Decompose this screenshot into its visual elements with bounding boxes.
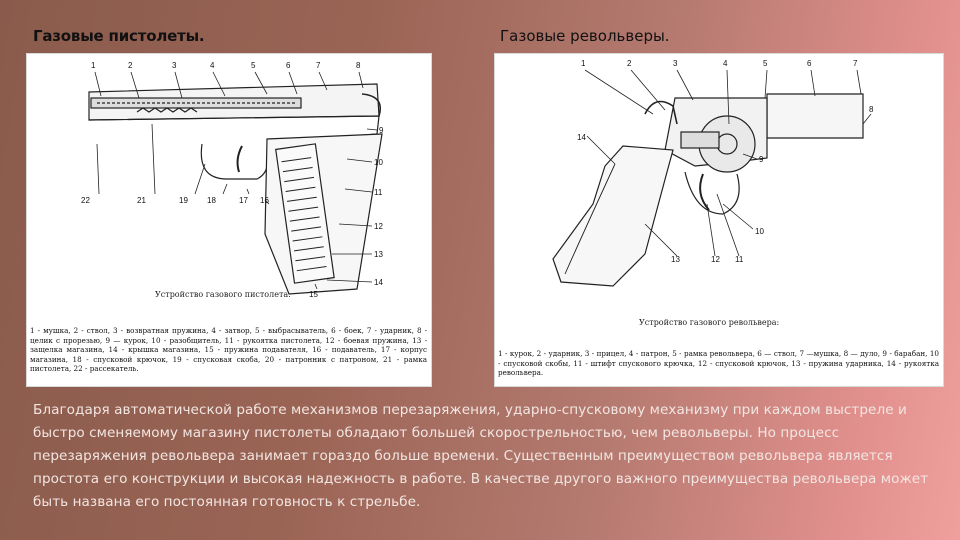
pistol-diagram-panel — [26, 53, 432, 387]
pistol-label: 19 — [179, 196, 188, 205]
pistol-label: 4 — [210, 61, 215, 70]
pistol-label: 5 — [251, 61, 256, 70]
pistol-label: 10 — [374, 158, 383, 167]
revolver-label: 5 — [763, 59, 768, 68]
pistol-label: 13 — [374, 250, 383, 259]
pistol-label: 22 — [81, 196, 90, 205]
comparison-paragraph: Благодаря автоматической работе механизмов перезаряжения, ударно-спусковому механизму при каждом выстреле и быстро сменяемому магазину пистолеты обладают большей скорострельностью, чем револьверы. Но процесс перезаряжения револьвера занимает гораздо больше времени. Существенным преимуществом револьвера является простота его конструкции и высокая надежность в работе. В качестве другого важного преимущества револьвера может быть названа его постоянная готовность к стрельбе. — [33, 402, 929, 510]
pistol-label: 18 — [207, 196, 216, 205]
pistol-label: 17 — [239, 196, 248, 205]
pistol-label: 8 — [356, 61, 361, 70]
pistol-label: 1 — [91, 61, 96, 70]
revolver-label: 13 — [671, 255, 680, 264]
pistol-label: 21 — [137, 196, 146, 205]
pistols-title: Газовые пистолеты. — [33, 27, 205, 45]
revolver-label: 10 — [755, 227, 764, 236]
revolver-caption-title: Устройство газового револьвера: — [639, 318, 780, 327]
pistol-label: 6 — [286, 61, 291, 70]
revolver-label: 6 — [807, 59, 812, 68]
pistol-legend: 1 - мушка, 2 - ствол, 3 - возвратная пружина, 4 - затвор, 5 - выбрасыватель, 6 - боек, 7 - ударник, 8 - целик с прорезью, 9 — курок, 10 - разобщитель, 11 - рукоятка пистолета, 12 - боевая пружина, 13 - защелка магазина, 14 - крышка магазина, 15 - пружина подавателя, 16 - подаватель, 17 - корпус магазина, 18 - спусковой крючок, 19 - спусковая скоба, 20 - патронник с патроном, 21 - рамка пистолета, 22 - рассекатель. — [30, 326, 427, 373]
revolver-label: 8 — [869, 105, 874, 114]
pistol-label: 15 — [309, 290, 318, 299]
pistol-label: 9 — [379, 126, 384, 135]
revolver-label: 12 — [711, 255, 720, 264]
revolver-label: 7 — [853, 59, 858, 68]
revolver-label: 2 — [627, 59, 632, 68]
revolvers-title: Газовые револьверы. — [500, 27, 670, 45]
revolver-label: 14 — [577, 133, 586, 142]
revolver-legend: 1 - курок, 2 - ударник, 3 - прицел, 4 - патрон, 5 - рамка револьвера, 6 — ствол, 7 —мушка, 8 — дуло, 9 - барабан, 10 - спусковой скобы, 11 - штифт спускового крючка, 12 - спусковой крючок, 13 - пружина ударника, 14 - рукоятка револьвера. — [498, 349, 939, 377]
revolver-label: 9 — [759, 155, 764, 164]
pistol-label: 14 — [374, 278, 383, 287]
pistol-label: 7 — [316, 61, 321, 70]
revolver-diagram-panel — [494, 53, 944, 387]
pistol-label: 3 — [172, 61, 177, 70]
pistol-label: 2 — [128, 61, 133, 70]
pistol-caption-title: Устройство газового пистолета: — [155, 290, 291, 299]
revolver-diagram — [495, 54, 943, 386]
pistol-label: 11 — [374, 188, 383, 197]
revolver-label: 3 — [673, 59, 678, 68]
pistol-label: 16 — [260, 196, 269, 205]
revolver-label: 1 — [581, 59, 586, 68]
revolver-label: 11 — [735, 255, 744, 264]
revolver-label: 4 — [723, 59, 728, 68]
pistol-label: 12 — [374, 222, 383, 231]
